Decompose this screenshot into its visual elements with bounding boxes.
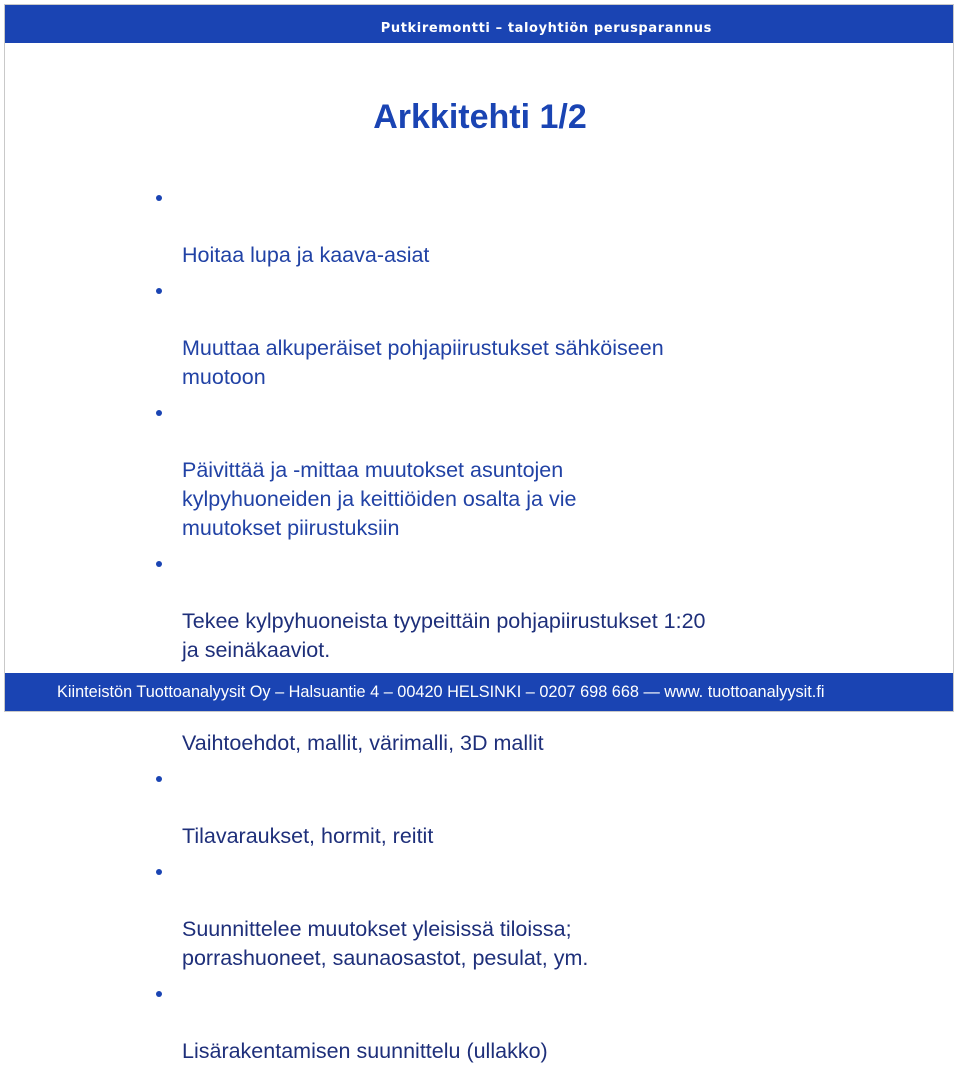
bullet-item-attic-construction [152, 979, 852, 1066]
bullet-dot [156, 869, 162, 875]
bullet-item-bathroom-plans [152, 549, 852, 665]
bullet-text: Tekee kylpyhuoneista tyypeittäin pohjapiirustukset 1:20 ja seinäkaaviot. [182, 609, 706, 662]
bullet-dot [156, 776, 162, 782]
bullet-text: Päivittää ja -mittaa muutokset asuntojen kylpyhuoneiden ja keittiöiden osalta ja vie muutokset piirustuksiin [182, 458, 577, 540]
bullet-text: Suunnittelee muutokset yleisissä tiloissa; porrashuoneet, saunaosastot, pesulat, ym. [182, 917, 589, 970]
bullet-text: Hoitaa lupa ja kaava-asiat [182, 243, 430, 267]
bullet-item-update-measurements [152, 398, 852, 543]
bullet-text: Lisärakentamisen suunnittelu (ullakko) [182, 1039, 548, 1063]
footer-contact-text: Kiinteistön Tuottoanalyysit Oy – Halsuantie 4 – 00420 HELSINKI – 0207 698 668 — www. tuottoanalyysit.fi [57, 683, 825, 701]
bullet-item-permits [152, 183, 852, 270]
header-title: Putkiremontti – taloyhtiön perusparannus [380, 21, 712, 36]
bullet-list [152, 183, 852, 1072]
slide-title: Arkkitehti 1/2 [373, 98, 587, 136]
bullet-text: Muuttaa alkuperäiset pohjapiirustukset sähköiseen muotoon [182, 336, 664, 389]
bullet-item-common-areas [152, 857, 852, 973]
bullet-item-space-reservations [152, 764, 852, 851]
bullet-text: Vaihtoehdot, mallit, värimalli, 3D mallit [182, 731, 544, 755]
bullet-dot [156, 561, 162, 567]
bullet-item-digitize-drawings [152, 276, 852, 392]
bullet-dot [156, 410, 162, 416]
bullet-dot [156, 288, 162, 294]
bullet-dot [156, 195, 162, 201]
bullet-text: Tilavaraukset, hormit, reitit [182, 824, 434, 848]
bullet-dot [156, 991, 162, 997]
